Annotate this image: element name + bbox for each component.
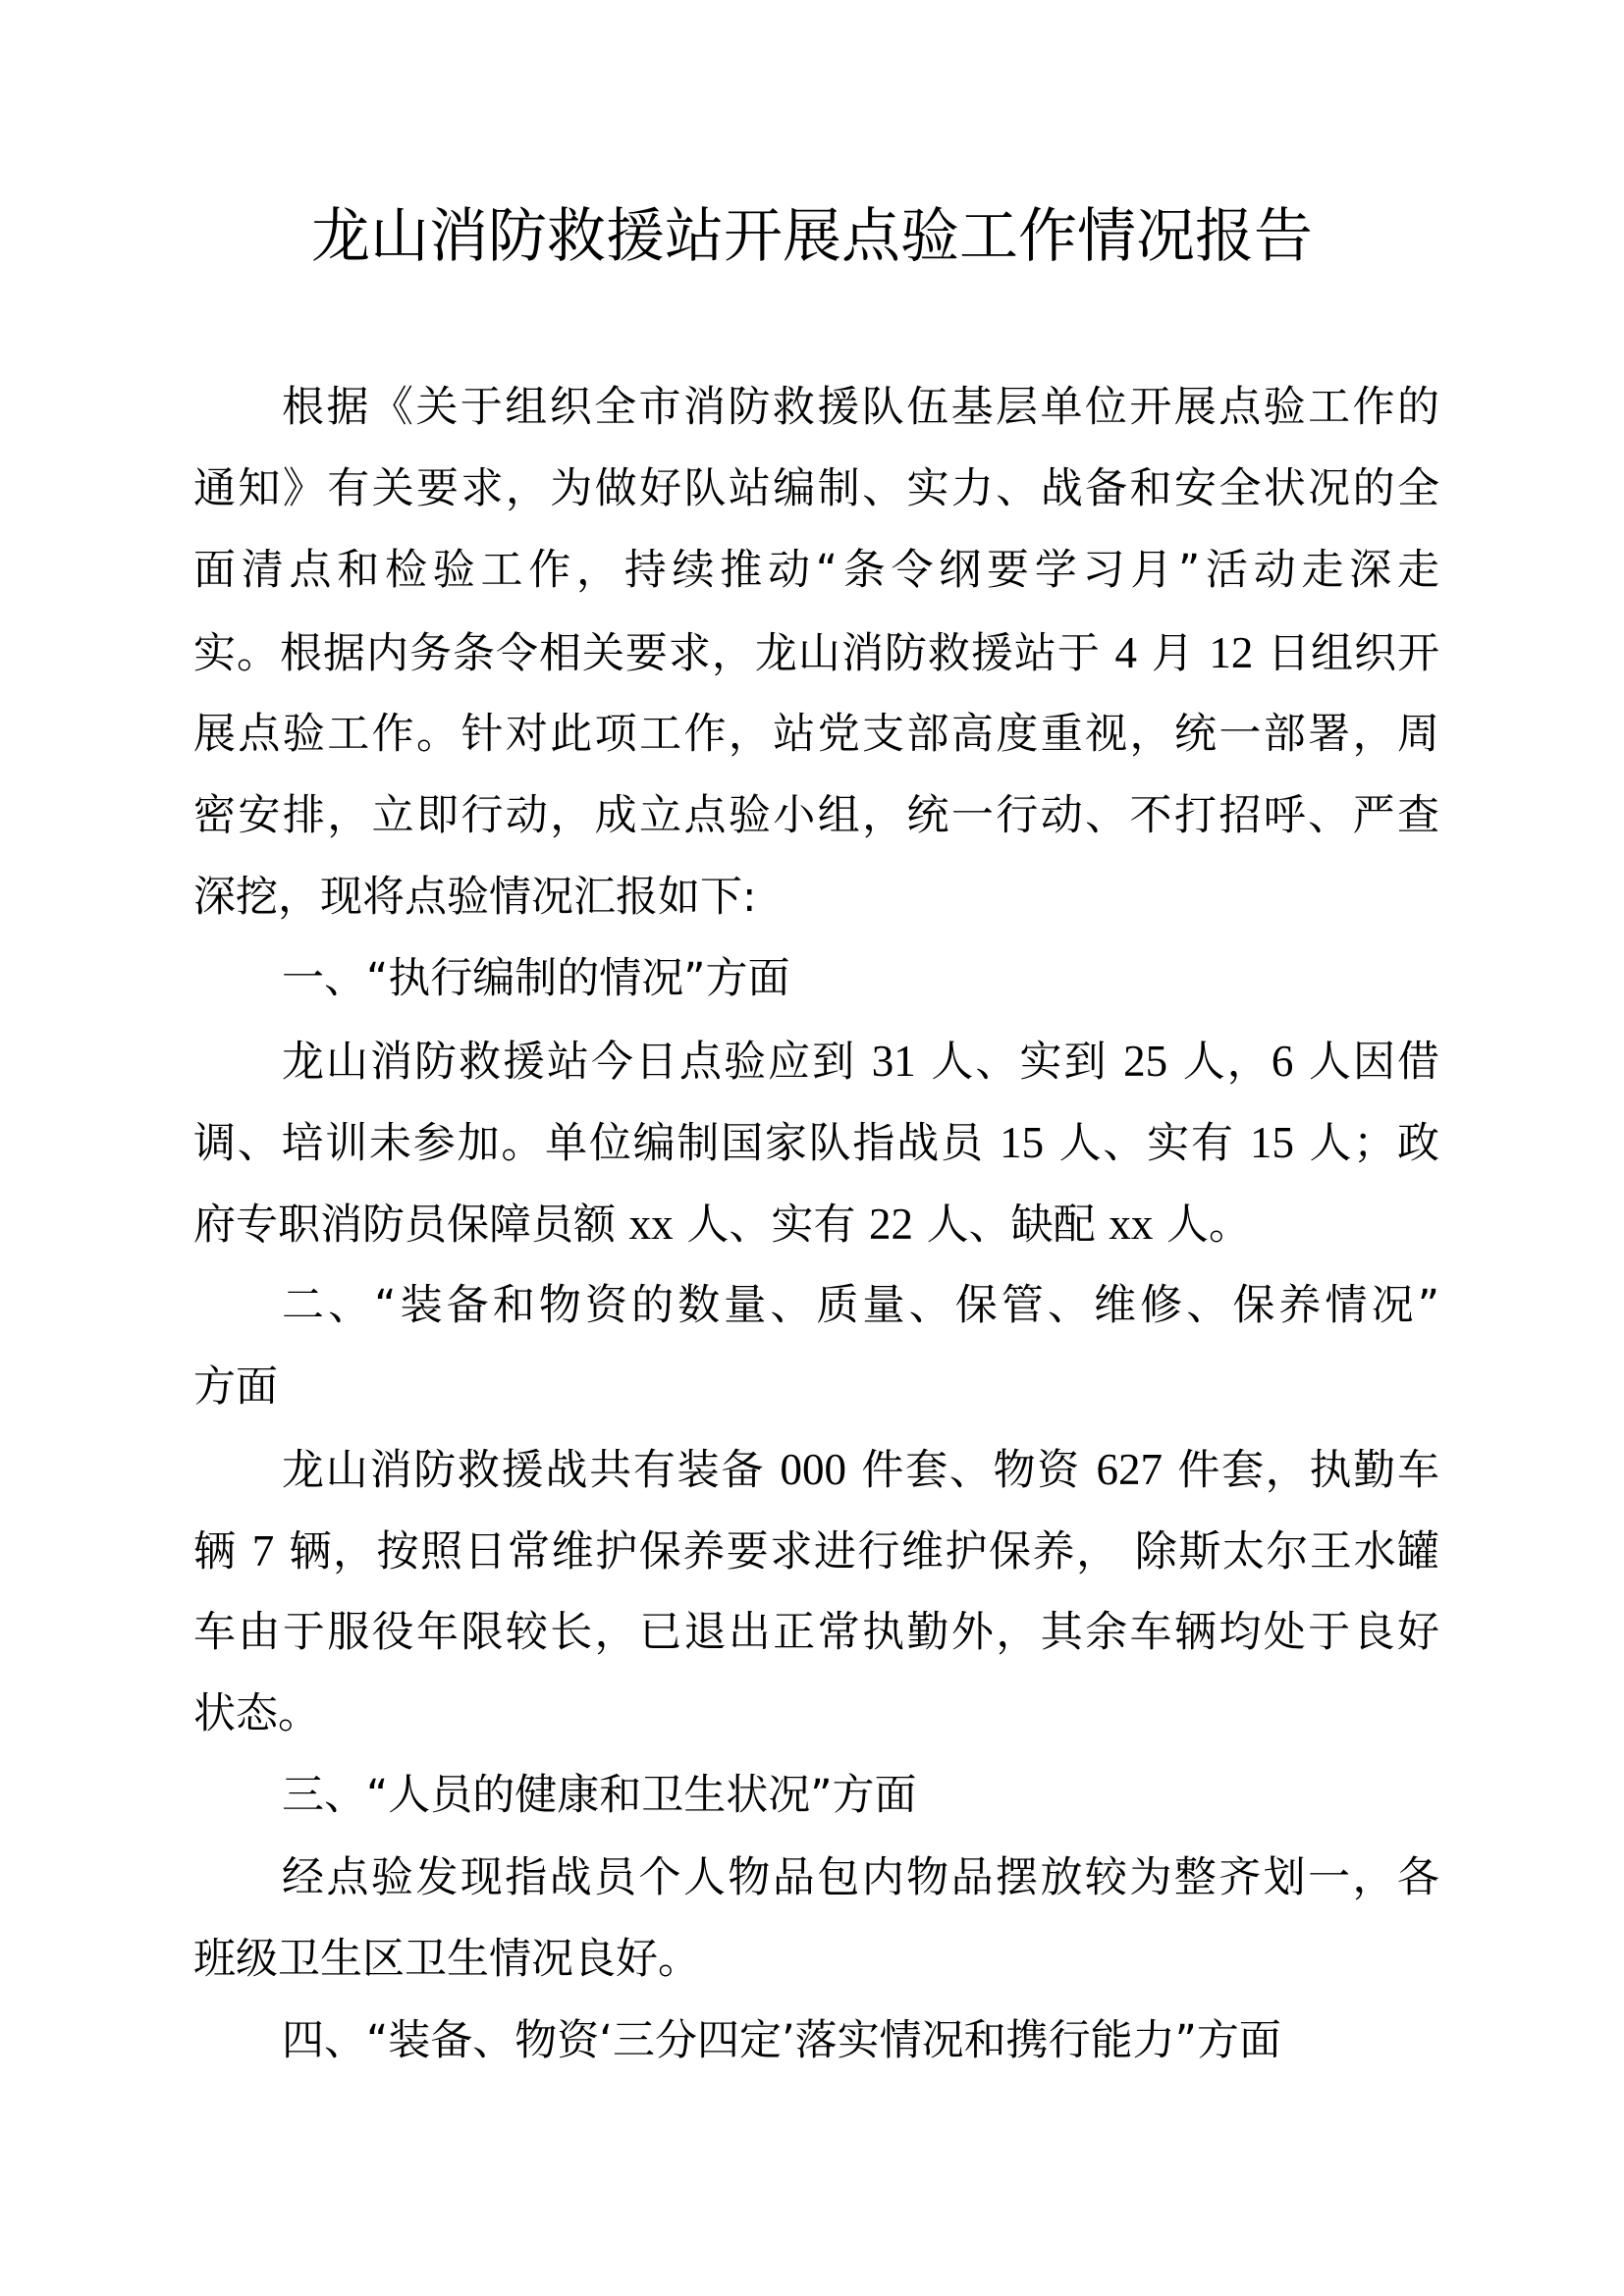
paragraph-line: 根据《关于组织全市消防救援队伍基层单位开展点验工作的 (282, 383, 1439, 432)
paragraph-line: 面清点和检验工作，持续推动“条令纲要学习月”活动走深走 (193, 546, 1439, 596)
paragraph-line: 三、“人员的健康和卫生状况”方面 (282, 1771, 917, 1821)
paragraph-line: 辆 7 辆，按照日常维护保养要求进行维护保养， 除斯太尔王水罐 (193, 1525, 1440, 1576)
paragraph-line: 班级卫生区卫生情况良好。 (193, 1934, 700, 1984)
paragraph-line: 一、“执行编制的情况”方面 (282, 954, 790, 1004)
paragraph-line: 调、培训未参加。单位编制国家队指战员 15 人、实有 15 人；政 (193, 1117, 1439, 1168)
paragraph-line: 龙山消防救援战共有装备 000 件套、物资 627 件套，执勤车 (282, 1444, 1440, 1495)
paragraph-line: 通知》有关要求，为做好队站编制、实力、战备和安全状况的全 (193, 464, 1439, 514)
paragraph-line: 二、“装备和物资的数量、质量、保管、维修、保养情况” (282, 1281, 1439, 1331)
paragraph-line: 府专职消防员保障员额 xx 人、实有 22 人、缺配 xx 人。 (193, 1200, 1252, 1250)
paragraph-line: 四、“装备、物资‘三分四定’落实情况和携行能力”方面 (282, 2016, 1281, 2065)
document-title: 龙山消防救援站开展点验工作情况报告 (311, 202, 1313, 271)
paragraph-line: 深挖，现将点验情况汇报如下: (193, 873, 757, 923)
paragraph-line: 展点验工作。针对此项工作，站党支部高度重视，统一部署，周 (193, 709, 1439, 759)
paragraph-line: 密安排，立即行动，成立点验小组，统一行动、不打招呼、严查 (193, 791, 1439, 840)
paragraph-line: 状态。 (193, 1689, 320, 1739)
paragraph-line: 车由于服役年限较长，已退出正常执勤外，其余车辆均处于良好 (193, 1608, 1439, 1657)
paragraph-line: 实。根据内务条令相关要求，龙山消防救援站于 4 月 12 日组织开 (193, 627, 1440, 678)
paragraph-line: 经点验发现指战员个人物品包内物品摆放较为整齐划一，各 (282, 1852, 1439, 1902)
paragraph-line: 方面 (193, 1362, 278, 1413)
paragraph-line: 龙山消防救援站今日点验应到 31 人、实到 25 人，6 人因借 (282, 1036, 1439, 1087)
